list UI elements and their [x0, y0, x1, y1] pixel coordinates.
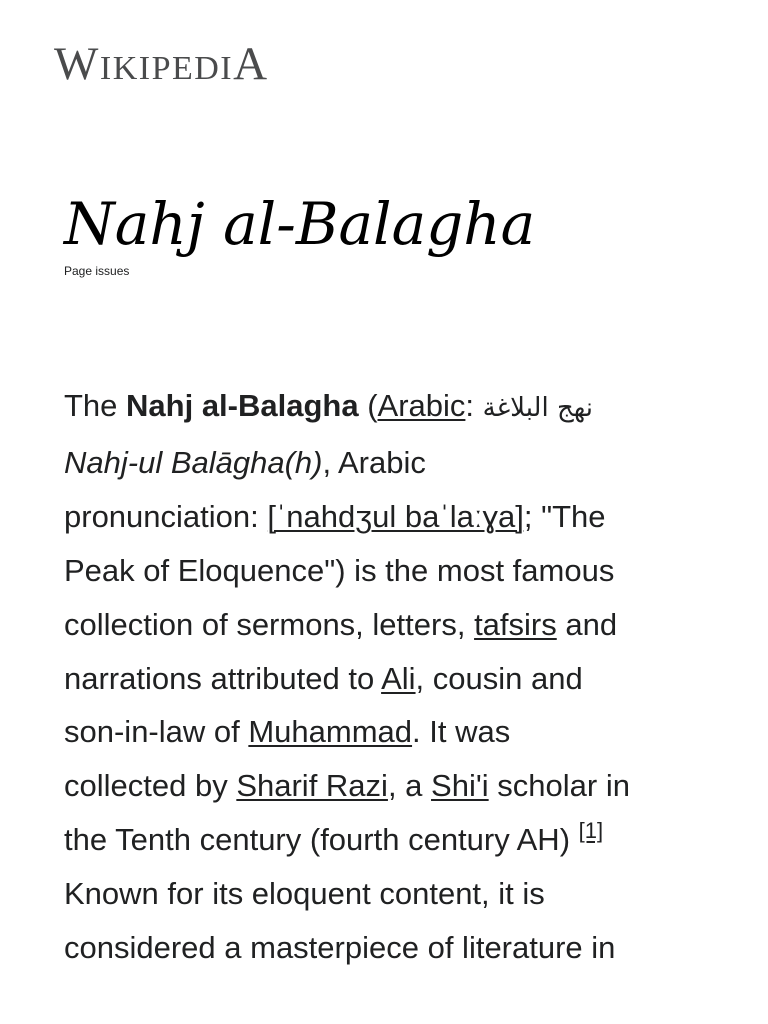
text-colon: : — [465, 388, 483, 423]
text-the: The — [64, 388, 127, 423]
text-itwas: . It was — [412, 714, 511, 750]
text-considered: considered a masterpiece of literature in — [64, 930, 616, 966]
page-issues-link[interactable]: Page issues — [64, 264, 130, 278]
transliteration: Nahj-ul Balāgha(h) — [64, 444, 323, 480]
text-line-3 — [64, 490, 714, 544]
link-sharif-razi[interactable]: Sharif Razi — [236, 768, 388, 804]
text-narrations: narrations attributed to — [64, 660, 382, 696]
lead-paragraph — [64, 379, 714, 975]
text-collected: collected by — [64, 768, 237, 804]
text-open-paren: ( — [358, 388, 378, 423]
arabic-script-name: نهج البلاغة — [482, 393, 593, 423]
link-tafsirs[interactable]: tafsirs — [474, 606, 557, 642]
text-line-10 — [64, 867, 714, 921]
page-title: Nahj al-Balagha — [64, 190, 536, 258]
text-soninlaw: son-in-law of — [64, 714, 249, 750]
logo-initial-w: W — [54, 38, 100, 90]
text-cousin: , cousin and — [415, 660, 583, 696]
reference-link-1[interactable]: [1] — [578, 818, 604, 844]
text-tenth-century: the Tenth century (fourth century AH) — [64, 822, 579, 858]
link-shii[interactable]: Shi'i — [431, 768, 489, 804]
text-line-2 — [64, 436, 714, 490]
text-line-11 — [64, 921, 714, 975]
text-pronunciation: pronunciation: — [64, 498, 268, 534]
link-arabic[interactable]: Arabic — [377, 388, 466, 423]
text-arabic-pron: , Arabic — [322, 444, 426, 480]
logo-middle-letters: IKIPEDI — [99, 50, 234, 87]
link-ipa-pronunciation[interactable]: [ˈnahdʒul baˈlaːɣa] — [267, 498, 524, 534]
text-and: and — [556, 606, 618, 642]
link-muhammad[interactable]: Muhammad — [248, 714, 413, 750]
text-peak-a: ; "The — [523, 498, 606, 534]
text-line-7 — [64, 705, 714, 759]
text-collection: collection of sermons, letters, — [64, 606, 475, 642]
text-scholar: scholar in — [488, 768, 630, 804]
text-line-1 — [64, 379, 714, 436]
text-peak-b: Peak of Eloquence") is the most famous — [64, 552, 615, 588]
text-a: , a — [387, 768, 432, 804]
text-line-5 — [64, 598, 714, 652]
text-known: Known for its eloquent content, it is — [64, 876, 545, 912]
article-content — [64, 379, 714, 975]
bold-article-name: Nahj al-Balagha — [126, 388, 359, 423]
link-ali[interactable]: Ali — [381, 660, 416, 696]
logo-final-a: A — [233, 38, 269, 90]
wikipedia-logo[interactable] — [54, 36, 269, 97]
text-line-9 — [64, 813, 714, 867]
text-line-4 — [64, 544, 714, 598]
text-line-8 — [64, 759, 714, 813]
text-line-6 — [64, 652, 714, 706]
